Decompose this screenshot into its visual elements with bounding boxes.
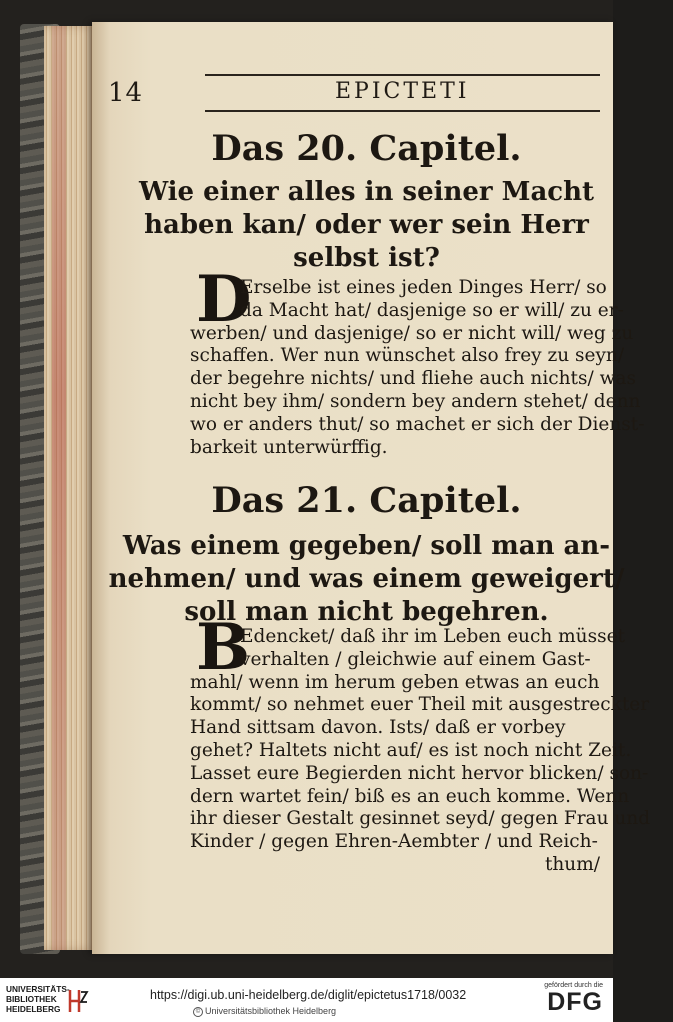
chapter-21-body xyxy=(190,626,651,877)
text-line: Hand sittsam davon. Ists/ daß er vorbey xyxy=(190,717,566,739)
chapter-20-subtitle xyxy=(60,176,673,275)
header-rule-top xyxy=(205,74,600,76)
library-name-line: HEIDELBERG xyxy=(6,1004,61,1014)
text-line: dern wartet fein/ biß es an euch komme. Wenn xyxy=(190,785,630,807)
dfg-logo-text: DFG xyxy=(547,988,603,1016)
subtitle-line: nehmen/ und was einem geweigert/ xyxy=(108,564,625,594)
library-name-line: UNIVERSITÄTS- xyxy=(6,984,70,994)
text-line: mahl/ wenn im herum geben etwas an euch xyxy=(190,671,600,693)
subtitle-line: haben kan/ oder wer sein Herr xyxy=(144,210,589,240)
chapter-21-title: Das 21. Capitel. xyxy=(211,480,522,521)
page-number: 14 xyxy=(108,78,144,108)
library-name-line: BIBLIOTHEK xyxy=(6,994,57,1004)
subtitle-line: Was einem gegeben/ soll man an- xyxy=(122,531,611,561)
running-title: EPICTETI xyxy=(335,79,470,104)
chapter-20-body xyxy=(190,277,645,459)
text-line: nicht bey ihm/ sondern bey andern stehet/ denn xyxy=(190,390,641,412)
text-line: schaffen. Wer nun wünschet also frey zu seyn/ xyxy=(190,345,625,367)
text-line: wo er anders thut/ so machet er sich der Dienst- xyxy=(190,413,645,435)
subtitle-line: soll man nicht begehren. xyxy=(184,597,549,627)
text-line: barkeit unterwürffig. xyxy=(190,436,388,458)
header-rule-bottom xyxy=(205,110,600,112)
library-mark-icon xyxy=(67,988,89,1014)
heidelberg-library-logo[interactable] xyxy=(6,984,88,1020)
text-line: gehet? Haltets nicht auf/ es ist noch nicht Zeit. xyxy=(190,739,632,761)
text-line: thum/ xyxy=(544,853,600,875)
text-line: ihr dieser Gestalt gesinnet seyd/ gegen Frau und xyxy=(190,808,651,830)
text-line: Edencket/ daß ihr im Leben euch müsset xyxy=(240,626,625,647)
chapter-20-initial: D xyxy=(196,262,252,337)
subtitle-line: selbst ist? xyxy=(293,243,440,273)
running-head xyxy=(110,74,600,114)
viewer-footer xyxy=(0,978,613,1022)
text-line: der begehre nichts/ und fliehe auch nichts/ was xyxy=(190,368,636,390)
dfg-funding-logo[interactable] xyxy=(533,982,603,1017)
chapter-20-title: Das 20. Capitel. xyxy=(211,128,522,169)
chapter-21-subtitle xyxy=(60,530,673,629)
copyright-notice xyxy=(193,1006,336,1017)
text-line: verhalten / gleichwie auf einem Gast- xyxy=(240,648,591,670)
text-line: da Macht hat/ dasjenige so er will/ zu er- xyxy=(240,299,624,321)
text-line: Erselbe ist eines jeden Dinges Herr/ so xyxy=(240,277,607,298)
page-url-link[interactable]: https://digi.ub.uni-heidelberg.de/diglit/epictetus1718/0032 xyxy=(150,988,467,1002)
copyright-text: Universitätsbibliothek Heidelberg xyxy=(205,1006,337,1016)
funding-text: gefördert durch die xyxy=(544,982,603,989)
copyright-icon: © xyxy=(193,1007,203,1017)
text-line: Lasset eure Begierden nicht hervor blicken/ son- xyxy=(190,762,649,784)
subtitle-line: Wie einer alles in seiner Macht xyxy=(138,177,595,207)
chapter-21-initial: B xyxy=(196,610,251,685)
text-line: werben/ und dasjenige/ so er nicht will/ weg zu xyxy=(190,322,634,344)
text-line: kommt/ so nehmet euer Theil mit ausgestreckter xyxy=(190,694,650,716)
text-line: Kinder / gegen Ehren-Aembter / und Reich- xyxy=(190,831,598,853)
